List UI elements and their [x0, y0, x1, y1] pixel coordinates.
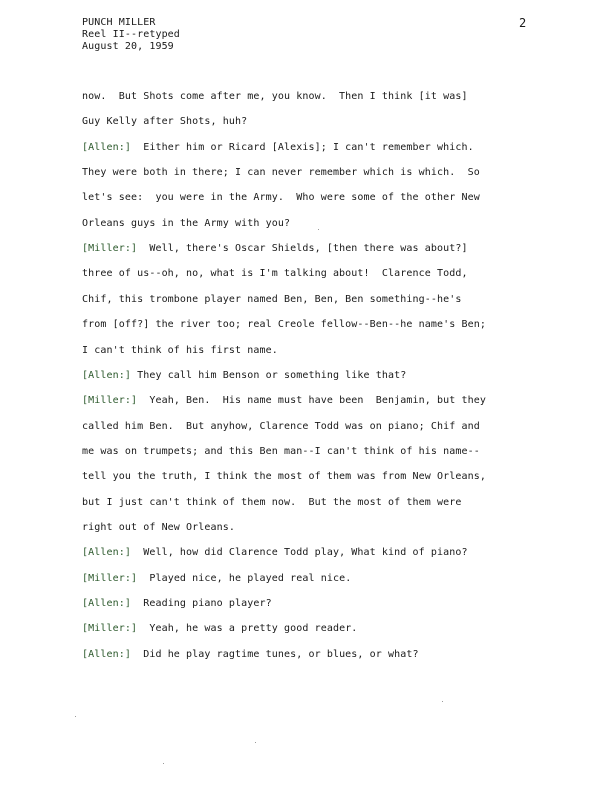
speaker-label: [Allen:]	[82, 547, 131, 558]
line-text: from [off?] the river too; real Creole fellow--Ben--he name's Ben;	[82, 319, 486, 330]
page-number: 2	[519, 16, 527, 30]
line-text: Yeah, he was a pretty good reader.	[137, 623, 358, 634]
speaker-label: [Miller:]	[82, 243, 138, 254]
line-text: Yeah, Ben. His name must have been Benjamin, but they	[137, 395, 486, 406]
scan-speck	[75, 716, 76, 717]
transcript-line	[82, 218, 290, 230]
transcript-line	[82, 319, 486, 331]
transcript-line	[82, 522, 235, 534]
reel-label: Reel II--retyped	[82, 29, 180, 40]
speaker-label: [Allen:]	[82, 649, 131, 660]
line-text: Well, there's Oscar Shields, [then there was about?]	[137, 243, 468, 254]
line-text: I can't think of his first name.	[82, 345, 278, 356]
line-text: They were both in there; I can never remember which is which. So	[82, 167, 480, 178]
line-text: three of us--oh, no, what is I'm talking about! Clarence Todd,	[82, 268, 468, 279]
line-text: Either him or Ricard [Alexis]; I can't remember which.	[130, 142, 474, 153]
transcript-line	[82, 446, 480, 458]
speaker-label: [Allen:]	[82, 598, 131, 609]
line-text: right out of New Orleans.	[82, 522, 236, 533]
line-text: me was on trumpets; and this Ben man--I can't think of his name--	[82, 446, 480, 457]
transcript-line	[82, 294, 461, 306]
transcript-line	[82, 598, 272, 610]
line-text: Chif, this trombone player named Ben, Ben, Ben something--he's	[82, 294, 462, 305]
speaker-label: [Allen:]	[82, 142, 131, 153]
speaker-label: [Miller:]	[82, 573, 138, 584]
line-text: let's see: you were in the Army. Who were some of the other New	[82, 192, 480, 203]
transcript-line	[82, 421, 480, 433]
speaker-label: [Miller:]	[82, 623, 138, 634]
interview-date: August 20, 1959	[82, 41, 174, 52]
transcript-line	[82, 497, 461, 509]
line-text: now. But Shots come after me, you know. Then I think [it was]	[82, 91, 468, 102]
transcript-line	[82, 167, 480, 179]
transcript-line	[82, 573, 351, 585]
transcript-line	[82, 91, 468, 103]
transcript-line	[82, 547, 468, 559]
transcript-line	[82, 345, 278, 357]
transcript-line	[82, 243, 468, 255]
transcript-line	[82, 192, 480, 204]
line-text: Well, how did Clarence Todd play, What kind of piano?	[130, 547, 468, 558]
line-text: called him Ben. But anyhow, Clarence Todd was on piano; Chif and	[82, 421, 480, 432]
line-text: Played nice, he played real nice.	[137, 573, 352, 584]
transcript-line	[82, 649, 419, 661]
scan-speck	[255, 742, 256, 743]
speaker-label: [Miller:]	[82, 395, 138, 406]
line-text: tell you the truth, I think the most of them was from New Orleans,	[82, 471, 486, 482]
line-text: They call him Benson or something like that?	[130, 370, 407, 381]
line-text: Guy Kelly after Shots, huh?	[82, 116, 248, 127]
scan-speck	[442, 701, 443, 702]
speaker-label: [Allen:]	[82, 370, 131, 381]
line-text: Orleans guys in the Army with you?	[82, 218, 291, 229]
line-text: Did he play ragtime tunes, or blues, or what?	[130, 649, 419, 660]
transcript-line	[82, 142, 474, 154]
transcript-line	[82, 623, 357, 635]
transcript-line	[82, 471, 486, 483]
interviewee-name: PUNCH MILLER	[82, 17, 156, 28]
scan-speck	[318, 229, 319, 230]
transcript-line	[82, 116, 247, 128]
line-text: but I just can't think of them now. But the most of them were	[82, 497, 462, 508]
transcript-line	[82, 268, 468, 280]
transcript-line	[82, 395, 486, 407]
line-text: Reading piano player?	[130, 598, 272, 609]
transcript-line	[82, 370, 406, 382]
scan-speck	[163, 763, 164, 764]
